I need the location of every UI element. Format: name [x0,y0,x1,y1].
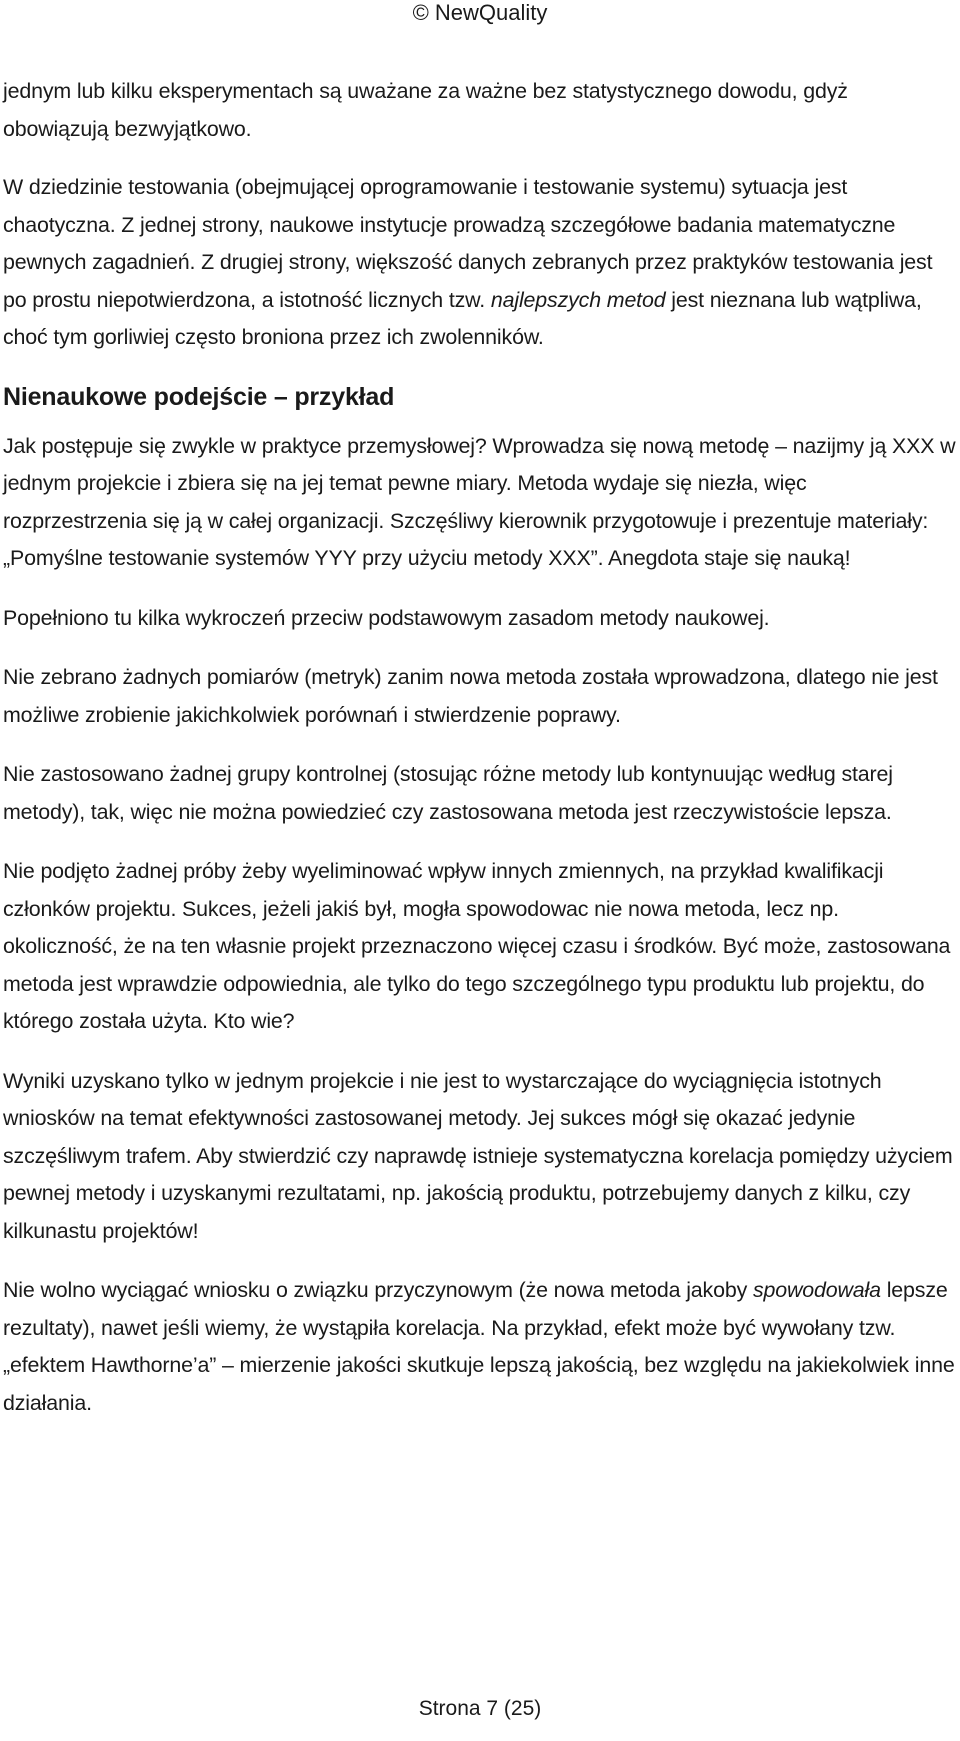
section-paragraph-4: Nie zastosowano żadnej grupy kontrolnej (stosując różne metody lub kontynuując według starej metody), tak, więc nie można powiedzieć czy zastosowana metoda jest rzeczywistoście lepsza. [3,762,893,824]
page-number: Strona 7 (25) [418,1697,542,1720]
page-header [0,0,960,26]
intro-paragraph-1: jednym lub kilku eksperymentach są uważane za ważne bez statystycznego dowodu, gdyż obowiązują bezwyjątkowo. [3,79,848,141]
intro-paragraph-2 [3,169,956,357]
section-paragraph-6: Wyniki uzyskano tylko w jednym projekcie i nie jest to wystarczające do wyciągnięcia istotnych wniosków na temat efektywności zastosowanej metody. Jej sukces mógł się okazać jedynie szczęśliwym trafem. Aby stwierdzić czy naprawdę istnieje systematyczna korelacja pomiędzy użyciem pewnej metody i uzyskanymi rezultatami, np. jakością produktu, potrzebujemy danych z kilku, czy kilkunastu projektów! [3,1068,953,1243]
section-paragraph-7-text-a: Nie wolno wyciągać wniosku o związku przyczynowym (że nowa metoda jakoby [3,1278,753,1302]
section-paragraph-7 [3,1272,956,1422]
section-paragraph-7-emphasis: spowodowała [752,1278,881,1302]
section-paragraph-3: Nie zebrano żadnych pomiarów (metryk) zanim nowa metoda została wprowadzona, dlatego nie jest możliwe zrobienie jakichkolwiek porównań i stwierdzenie poprawy. [3,665,938,727]
section-paragraph-2: Popełniono tu kilka wykroczeń przeciw podstawowym zasadom metody naukowej. [3,605,770,630]
intro-paragraph-2-text-b: jest nieznana lub wątpliwa, choć tym gorliwiej często broniona przez ich zwolenników. [3,287,922,349]
intro-paragraph-2-emphasis: najlepszych metod [490,287,666,312]
intro-paragraph-2-text-a: W dziedzinie testowania (obejmującej oprogramowanie i testowanie systemu) sytuacja jest chaotyczna. Z jednej strony, naukowe instytucje prowadzą szczegółowe badania matematyczne pewnych zagadnień. Z drugiej strony, większość danych zebranych przez praktyków testowania jest po prostu niepotwierdzona, a istotność licznych tzw. [3,175,933,312]
document-body [0,73,960,1444]
section-paragraph-5: Nie podjęto żadnej próby żeby wyeliminować wpływ innych zmiennych, na przykład kwalifikacji członków projektu. Sukces, jeżeli jakiś był, mogła spowodowac nie nowa metoda, lecz np. okoliczność, że na ten własnie projekt przeznaczono więcej czasu i środków. Być może, zastosowana metoda jest wprawdzie odpowiednia, ale tylko do tego szczególnego typu produktu lub projektu, do którego została użyta. Kto wie? [3,859,951,1033]
copyright-text: © NewQuality [412,0,548,25]
section-paragraph-7-text-b: lepsze rezultaty), nawet jeśli wiemy, że wystąpiła korelacja. Na przykład, efekt może być wywołany tzw. „efektem Hawthorne’a” – mierzenie jakości skutkuje lepszą jakością, bez względu na jakiekolwiek inne działania. [3,1278,955,1415]
page-footer [0,1696,960,1722]
section-paragraph-1: Jak postępuje się zwykle w praktyce przemysłowej? Wprowadza się nową metodę – nazijmy ją XXX w jednym projekcie i zbiera się na jej temat pewne miary. Metoda wydaje się niezła, więc rozprzestrzenia się ją w całej organizacji. Szczęśliwy kierownik przygotowuje i prezentuje materiały: „Pomyślne testowanie systemów YYY przy użyciu metody XXX”. Anegdota staje się nauką! [3,433,956,570]
section-heading: Nienaukowe podejście – przykład [3,382,395,411]
